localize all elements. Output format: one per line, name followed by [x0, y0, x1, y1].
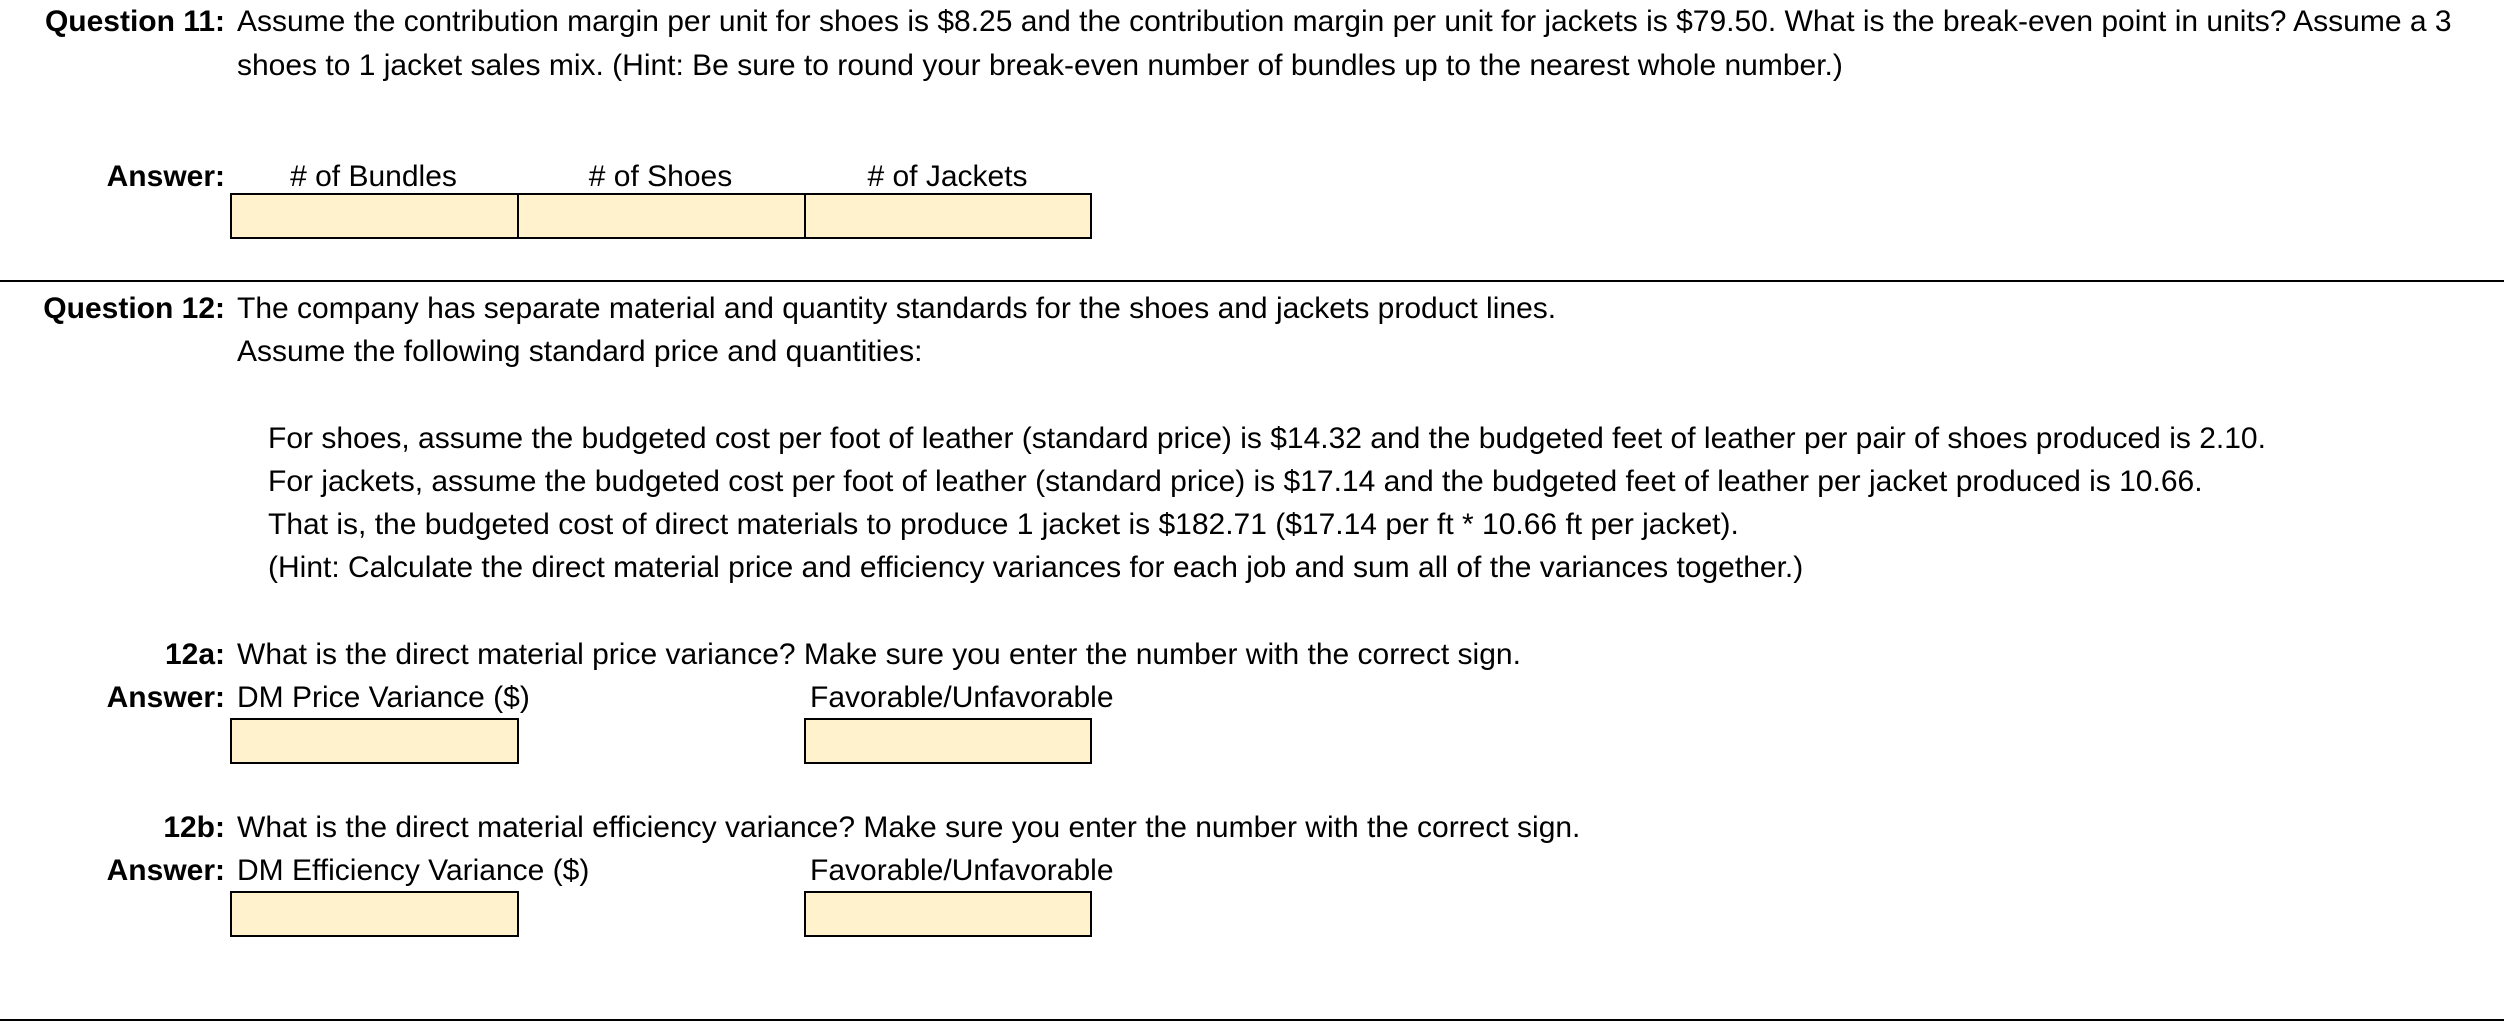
q12b-favorable-label: Favorable/Unfavorable [810, 854, 1114, 887]
q11-text-line2: shoes to 1 jacket sales mix. (Hint: Be sure to round your break-even number of bundles up to the nearest whole number.) [237, 49, 1843, 82]
q12-detail-shoes: For shoes, assume the budgeted cost per foot of leather (standard price) is $14.32 and the budgeted feet of leather per pair of shoes produced is 2.10. [268, 422, 2266, 455]
dm-efficiency-variance-label: DM Efficiency Variance ($) [237, 854, 590, 887]
q12-detail-jacket-cost: That is, the budgeted cost of direct materials to produce 1 jacket is $182.71 ($17.14 per ft * 10.66 ft per jacket). [268, 508, 1739, 541]
q12a-label: 12a: [164, 638, 225, 671]
q11-col-bundles: # of Bundles [290, 160, 457, 193]
dm-price-variance-label: DM Price Variance ($) [237, 681, 530, 714]
q12-detail-jackets: For jackets, assume the budgeted cost per foot of leather (standard price) is $17.14 and the budgeted feet of leather per jacket produced is 10.66. [268, 465, 2203, 498]
q11-label: Question 11: [44, 5, 225, 38]
q11-answer-label: Answer: [106, 160, 225, 193]
q12a-answer-label: Answer: [106, 681, 225, 714]
q11-col-shoes: # of Shoes [588, 160, 733, 193]
q12-intro-line2: Assume the following standard price and quantities: [237, 335, 923, 368]
bundles-input[interactable] [230, 193, 519, 239]
q12-detail-hint: (Hint: Calculate the direct material price and efficiency variances for each job and sum all of the variances together.) [268, 551, 1804, 584]
q12a-favorable-label: Favorable/Unfavorable [810, 681, 1114, 714]
q12a-question: What is the direct material price variance? Make sure you enter the number with the correct sign. [237, 638, 1521, 671]
q12-intro-line1: The company has separate material and quantity standards for the shoes and jackets product lines. [237, 292, 1557, 325]
q11-col-jackets: # of Jackets [867, 160, 1028, 193]
q12b-favorable-input[interactable] [804, 891, 1092, 937]
q12b-question: What is the direct material efficiency variance? Make sure you enter the number with the correct sign. [237, 811, 1581, 844]
section-divider [0, 280, 2504, 282]
shoes-input[interactable] [517, 193, 806, 239]
jackets-input[interactable] [804, 193, 1092, 239]
q12b-answer-label: Answer: [106, 854, 225, 887]
q12-label: Question 12: [43, 292, 225, 325]
q11-text-line1: Assume the contribution margin per unit for shoes is $8.25 and the contribution margin per unit for jackets is $79.50. What is the break-even point in units? Assume a 3 [237, 5, 2452, 38]
q12b-label: 12b: [163, 811, 225, 844]
dm-price-variance-input[interactable] [230, 718, 519, 764]
bottom-divider [0, 1019, 2504, 1021]
dm-efficiency-variance-input[interactable] [230, 891, 519, 937]
q12a-favorable-input[interactable] [804, 718, 1092, 764]
